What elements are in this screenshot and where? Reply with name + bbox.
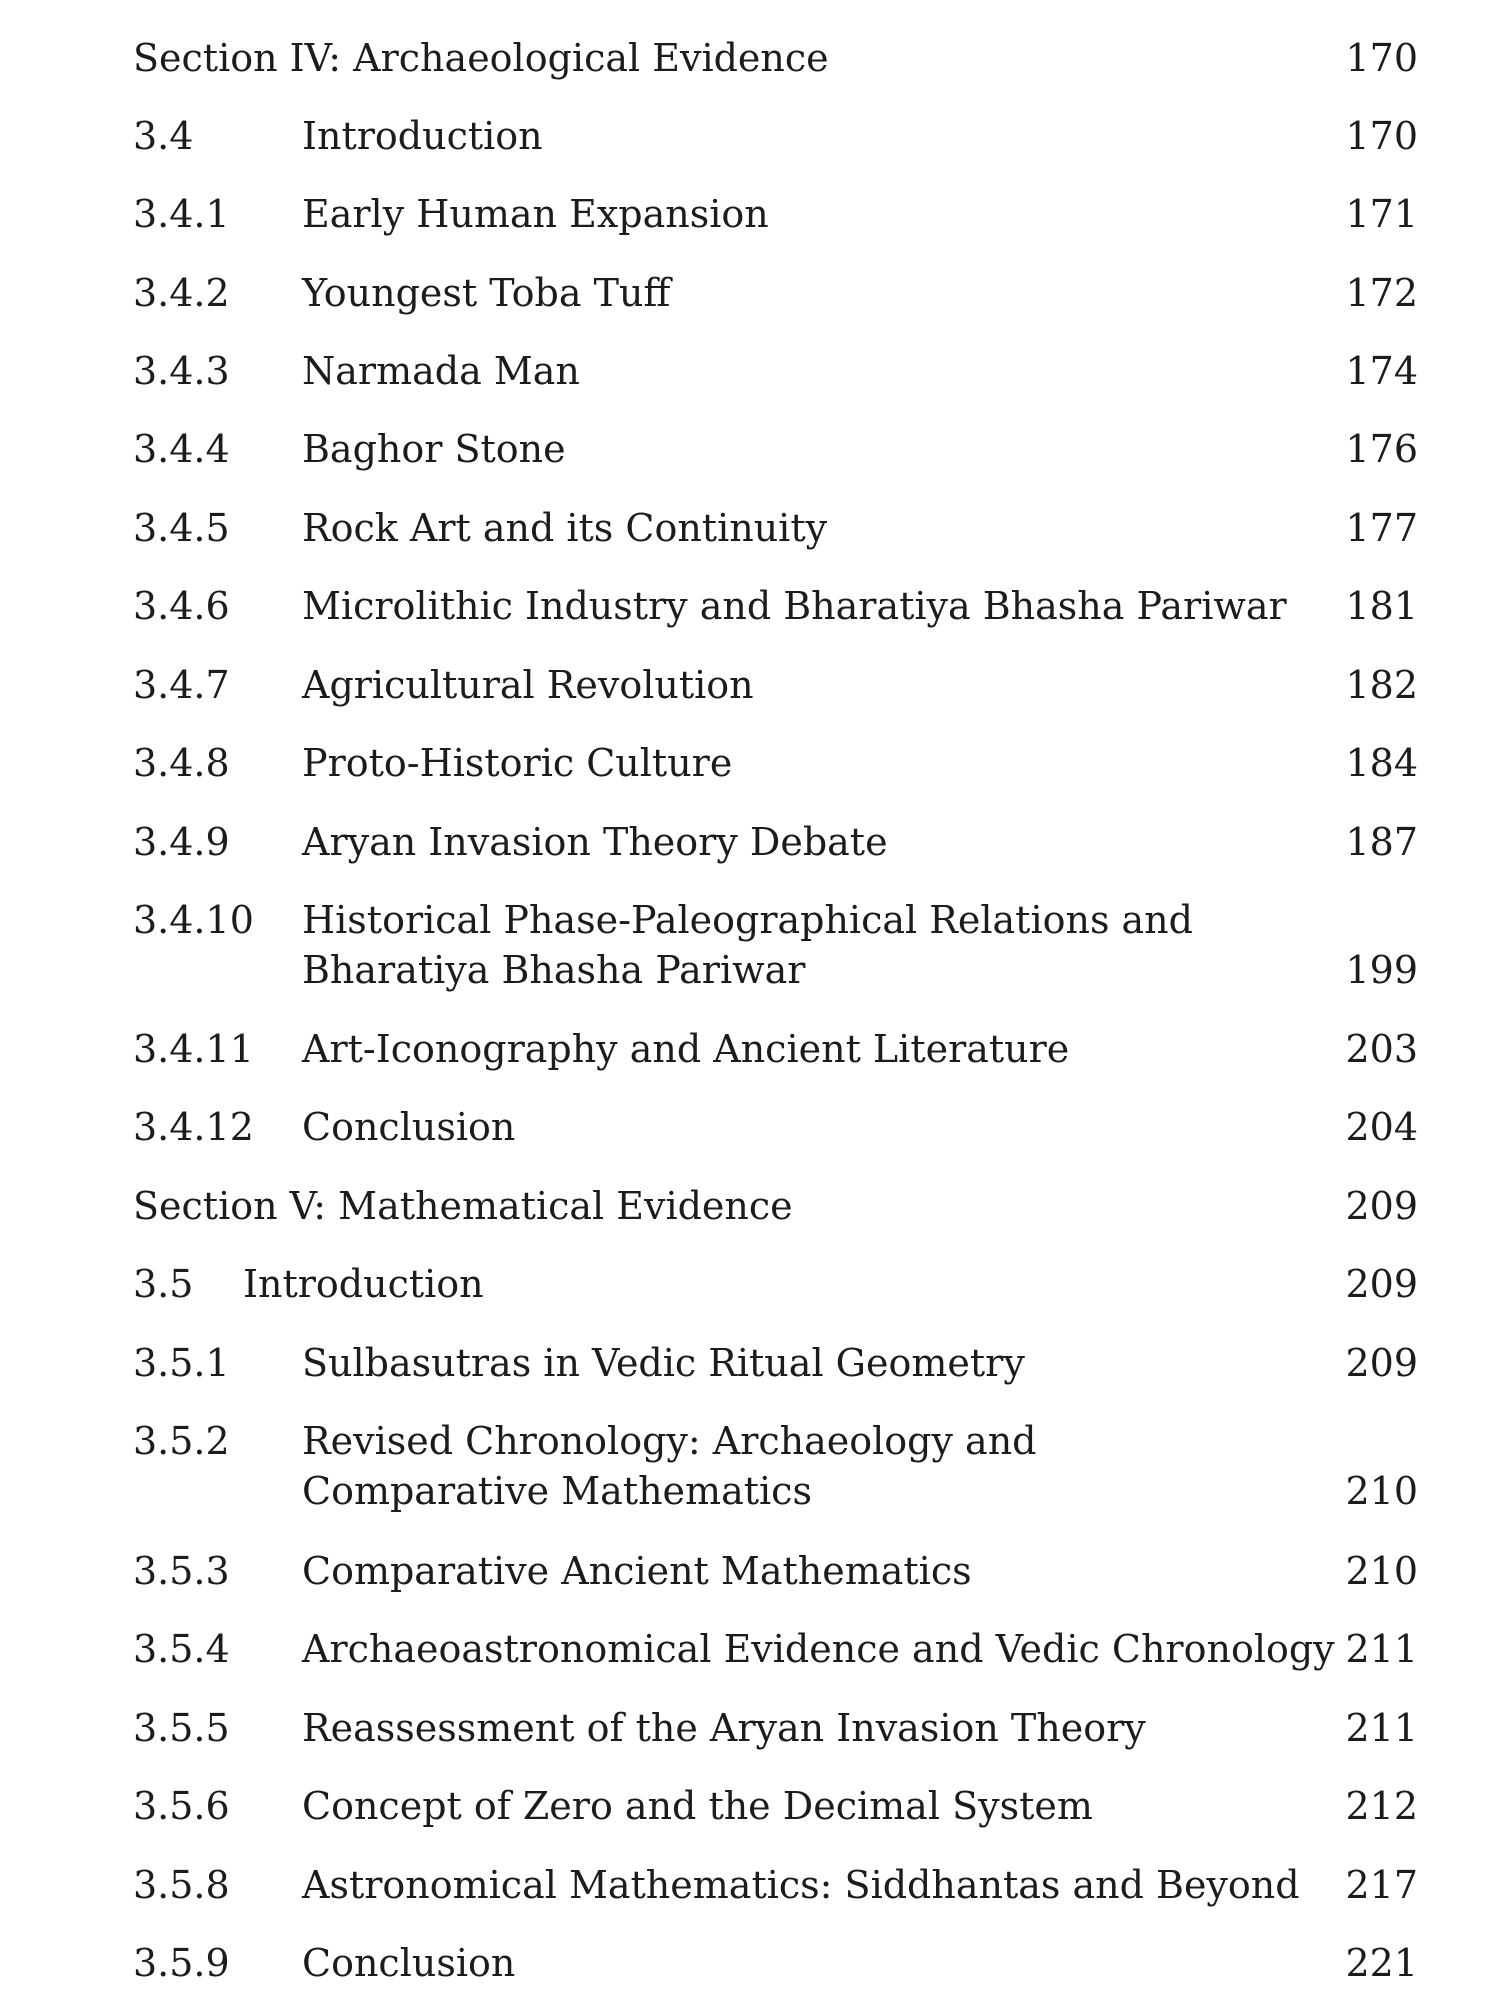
toc-entry-title: Astronomical Mathematics: Siddhantas and Beyond bbox=[302, 1863, 1300, 1907]
toc-entry-title: Concept of Zero and the Decimal System bbox=[302, 1784, 1093, 1828]
toc-section-title: Section IV: Archaeological Evidence bbox=[133, 36, 829, 80]
toc-entry-number: 3.5.1 bbox=[133, 1341, 230, 1385]
toc-page-number: 199 bbox=[1345, 948, 1418, 992]
toc-entry-number: 3.4.8 bbox=[133, 741, 230, 785]
toc-entry-number: 3.5.4 bbox=[133, 1627, 230, 1671]
toc-page-number: 174 bbox=[1345, 349, 1418, 393]
toc-entry-number: 3.4 bbox=[133, 114, 194, 158]
toc-entry-title: Art-Iconography and Ancient Literature bbox=[302, 1027, 1070, 1071]
toc-page-number: 171 bbox=[1345, 192, 1418, 236]
toc-entry-title: Reassessment of the Aryan Invasion Theory bbox=[302, 1706, 1146, 1750]
toc-page-number: 184 bbox=[1345, 741, 1418, 785]
toc-page-number: 177 bbox=[1345, 506, 1418, 550]
toc-entry-number: 3.5.3 bbox=[133, 1549, 230, 1593]
toc-entry-title: Early Human Expansion bbox=[302, 192, 769, 236]
toc-entry-title: Introduction bbox=[302, 114, 543, 158]
toc-page-number: 170 bbox=[1345, 36, 1418, 80]
toc-page-number: 176 bbox=[1345, 427, 1418, 471]
toc-entry-number: 3.5.8 bbox=[133, 1863, 230, 1907]
toc-entry-number: 3.5 bbox=[133, 1262, 194, 1306]
toc-page-number: 221 bbox=[1345, 1941, 1418, 1985]
toc-entry-title: Conclusion bbox=[302, 1941, 516, 1985]
toc-entry-title: Rock Art and its Continuity bbox=[302, 506, 828, 550]
toc-entry-title: Youngest Toba Tuff bbox=[302, 271, 671, 315]
toc-entry-number: 3.5.6 bbox=[133, 1784, 230, 1828]
toc-page-number: 210 bbox=[1345, 1469, 1418, 1513]
toc-page-number: 210 bbox=[1345, 1549, 1418, 1593]
toc-entry-number: 3.5.9 bbox=[133, 1941, 230, 1985]
toc-entry-title: Historical Phase-Paleographical Relations and Bharatiya Bhasha Pariwar bbox=[302, 898, 1193, 992]
toc-entry-title: Revised Chronology: Archaeology and Comparative Mathematics bbox=[302, 1419, 1037, 1513]
toc-entry-number: 3.4.4 bbox=[133, 427, 230, 471]
toc-page-number: 211 bbox=[1345, 1627, 1418, 1671]
toc-page-number: 181 bbox=[1345, 584, 1418, 628]
toc-entry-number: 3.4.12 bbox=[133, 1105, 254, 1149]
toc-entry-number: 3.4.11 bbox=[133, 1027, 254, 1071]
toc-entry-number: 3.4.5 bbox=[133, 506, 230, 550]
toc-entry-title: Narmada Man bbox=[302, 349, 580, 393]
toc-entry-title: Aryan Invasion Theory Debate bbox=[302, 820, 888, 864]
toc-entry-title: Microlithic Industry and Bharatiya Bhasha Pariwar bbox=[302, 584, 1287, 628]
toc-page-number: 203 bbox=[1345, 1027, 1418, 1071]
toc-entry-title: Proto-Historic Culture bbox=[302, 741, 733, 785]
toc-entry-number: 3.5.2 bbox=[133, 1419, 230, 1463]
toc-page-number: 204 bbox=[1345, 1105, 1418, 1149]
toc-page-number: 187 bbox=[1345, 820, 1418, 864]
toc-entry-title: Agricultural Revolution bbox=[302, 663, 754, 707]
toc-entry-number: 3.4.9 bbox=[133, 820, 230, 864]
toc-entry-number: 3.4.7 bbox=[133, 663, 230, 707]
toc-entry-title: Baghor Stone bbox=[302, 427, 566, 471]
toc-page-number: 212 bbox=[1345, 1784, 1418, 1828]
toc-page-number: 209 bbox=[1345, 1184, 1418, 1228]
toc-entry-title: Introduction bbox=[243, 1262, 484, 1306]
toc-entry-title: Archaeoastronomical Evidence and Vedic Chronology bbox=[302, 1627, 1335, 1671]
toc-entry-title: Comparative Ancient Mathematics bbox=[302, 1549, 972, 1593]
toc-page-number: 182 bbox=[1345, 663, 1418, 707]
toc-entry-number: 3.4.10 bbox=[133, 898, 254, 942]
toc-page-number: 217 bbox=[1345, 1863, 1418, 1907]
toc-entry-number: 3.4.2 bbox=[133, 271, 230, 315]
toc-page-number: 209 bbox=[1345, 1262, 1418, 1306]
toc-entry-number: 3.4.1 bbox=[133, 192, 230, 236]
toc-page-number: 170 bbox=[1345, 114, 1418, 158]
toc-page-number: 211 bbox=[1345, 1706, 1418, 1750]
toc-entry-number: 3.4.3 bbox=[133, 349, 230, 393]
toc-entry-title: Sulbasutras in Vedic Ritual Geometry bbox=[302, 1341, 1025, 1385]
toc-entry-number: 3.5.5 bbox=[133, 1706, 230, 1750]
toc-entry-title: Conclusion bbox=[302, 1105, 516, 1149]
toc-page-number: 172 bbox=[1345, 271, 1418, 315]
toc-section-title: Section V: Mathematical Evidence bbox=[133, 1184, 793, 1228]
toc-page-number: 209 bbox=[1345, 1341, 1418, 1385]
toc-entry-number: 3.4.6 bbox=[133, 584, 230, 628]
